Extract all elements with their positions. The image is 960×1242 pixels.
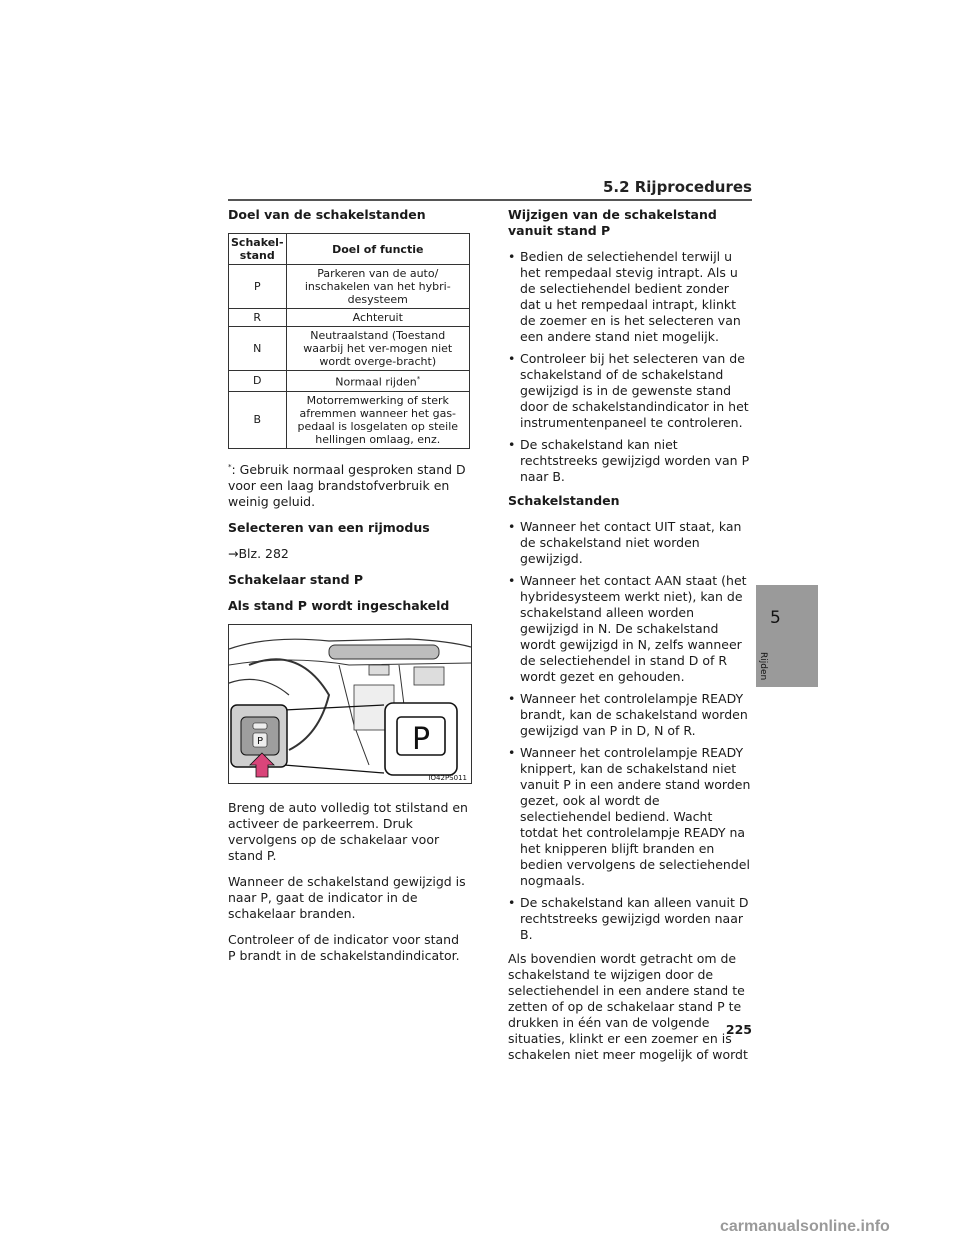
right-column — [508, 207, 752, 1073]
table-header-row — [229, 234, 470, 265]
page-header — [228, 177, 752, 201]
heading-purpose: Doel van de schakelstanden — [228, 207, 426, 222]
paragraph-end: Als bovendien wordt getracht om de schakelstand te wijzigen door de selectiehendel in een andere stand te zetten of op de schakelaar stand P te drukken in één van de volgende situaties, klinkt er een zoemer en is schakelen niet meer mogelijk of wordt — [508, 951, 748, 1062]
table-cell-stand: B — [229, 391, 287, 448]
table-cell-doel-text: Normaal rijden — [335, 375, 417, 389]
list-item: • Wanneer het controlelampje READY knippert, kan de schakelstand niet vanuit P in een andere stand worden gezet, ook al wordt de selectiehendel bediend. Wacht totdat het controlelampje READY na het knipperen blijft branden en bedien vervolgens de selectiehendel nogmaals. — [508, 745, 752, 889]
watermark: carmanualsonline.info — [720, 1218, 890, 1235]
shift-position-table — [228, 233, 470, 449]
list-item: • De schakelstand kan alleen vanuit D rechtstreeks gewijzigd worden naar B. — [508, 895, 752, 943]
table-cell-doel: Motorremwerking of sterk afremmen wanneer het gas-pedaal is losgelaten op steile hellingen omlaag, enz. — [286, 391, 469, 448]
table-header-doel: Doel of functie — [286, 234, 469, 265]
table-cell-doel: Neutraalstand (Toestand waarbij het ver-mogen niet wordt overge-bracht) — [286, 327, 469, 371]
table-cell-doel — [286, 371, 469, 392]
figure-code: IO42PS011 — [428, 773, 467, 782]
table-cell-stand: N — [229, 327, 287, 371]
page-number: 225 — [725, 1022, 752, 1037]
list-item: • Wanneer het contact AAN staat (het hybridesysteem werkt niet), kan de schakelstand alleen worden gewijzigd in N. De schakelstand wordt gewijzigd in N, zelfs wanneer de selectiehendel in stand D of R wordt gezet en gehouden. — [508, 573, 752, 685]
list-item: • Bedien de selectiehendel terwijl u het rempedaal stevig intrapt. Als u de selectiehendel bedient zonder dat u het rempedaal intrapt, klinkt de zoemer en is het selecteren van een andere stand niet mogelijk. — [508, 249, 752, 345]
heading-p-engaged: Als stand P wordt ingeschakeld — [228, 597, 450, 613]
section-title: 5.2 Rijprocedures — [602, 178, 752, 196]
table-cell-stand: R — [229, 309, 287, 327]
table-cell-doel: Parkeren van de auto/ inschakelen van het hybri-desysteem — [286, 265, 469, 309]
heading-p-switch: Schakelaar stand P — [228, 571, 364, 587]
heading-positions: Schakelstanden — [508, 493, 620, 508]
chapter-label: Rijden — [758, 652, 768, 681]
dashboard-drawing — [229, 625, 471, 783]
table-header-stand: Schakel-stand — [229, 234, 287, 265]
page-reference-link[interactable]: →Blz. 282 — [228, 545, 289, 561]
table-row — [229, 309, 470, 327]
paragraph-3: Controleer of de indicator voor stand P brandt in de schakelstandindicator. — [228, 931, 460, 963]
bullet-list-change — [508, 249, 752, 485]
paragraph-2: Wanneer de schakelstand gewijzigd is naar P, gaat de indicator in de schakelaar branden. — [228, 873, 466, 921]
heading-change-from-p: Wijzigen van de schakelstand vanuit stand P — [508, 207, 717, 238]
list-item: • Controleer bij het selecteren van de schakelstand of de schakelstand gewijzigd is in de gewenste stand door de schakelstandindicator in het instrumentenpaneel te controleren. — [508, 351, 752, 431]
heading-driving-mode: Selecteren van een rijmodus — [228, 519, 430, 535]
table-row — [229, 265, 470, 309]
dashboard-illustration — [228, 624, 472, 784]
inset-p-letter: P — [256, 735, 264, 747]
table-cell-stand: P — [229, 265, 287, 309]
footnote — [228, 459, 470, 510]
table-row — [229, 327, 470, 371]
footnote-text: : Gebruik normaal gesproken stand D voor een laag brandstofverbruik en weinig geluid. — [228, 461, 466, 509]
left-column — [228, 207, 470, 974]
chapter-number: 5 — [770, 608, 781, 628]
paragraph-1: Breng de auto volledig tot stilstand en activeer de parkeerrem. Druk vervolgens op de schakelaar voor stand P. — [228, 799, 468, 863]
list-item: • Wanneer het contact UIT staat, kan de schakelstand niet worden gewijzigd. — [508, 519, 752, 567]
bullet-list-positions — [508, 519, 752, 943]
list-item: • Wanneer het controlelampje READY brandt, kan de schakelstand worden gewijzigd van P in D, N of R. — [508, 691, 752, 739]
table-row — [229, 391, 470, 448]
footnote-marker: * — [416, 375, 421, 383]
p-button-letter: P — [411, 721, 431, 757]
footnote-asterisk: * — [228, 462, 232, 471]
list-item: • De schakelstand kan niet rechtstreeks gewijzigd worden van P naar B. — [508, 437, 752, 485]
table-row — [229, 371, 470, 392]
table-cell-stand: D — [229, 371, 287, 392]
table-cell-doel: Achteruit — [286, 309, 469, 327]
